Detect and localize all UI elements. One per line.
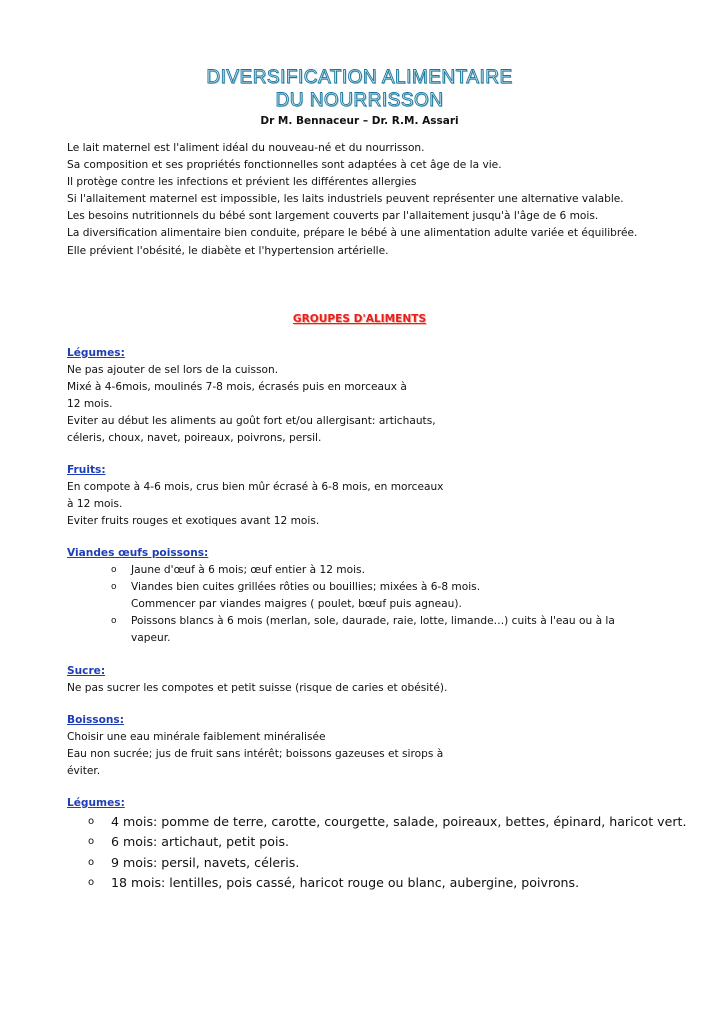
bullet-circle-icon: o — [88, 876, 95, 888]
viandes-list — [67, 562, 687, 647]
section-viandes — [67, 545, 687, 647]
list-item: o Viandes bien cuites grillées rôties ou bouillies; mixées à 6-8 mois. — [67, 579, 687, 596]
list-item: o 9 mois: persil, navets, céleris. — [67, 853, 687, 873]
section-sucre — [67, 663, 687, 697]
section-heading: Sucre: — [67, 665, 106, 677]
text-line: Eau non sucrée; jus de fruit sans intérêt; boissons gazeuses et sirops à — [67, 748, 444, 761]
text-line: céleris, choux, navet, poireaux, poivrons, persil. — [67, 432, 322, 445]
list-item: o 4 mois: pomme de terre, carotte, courgette, salade, poireaux, bettes, épinard, haricot vert. — [67, 812, 687, 832]
text-line: éviter. — [67, 765, 101, 778]
intro-line: Le lait maternel est l'aliment idéal du nouveau-né et du nourrisson. — [67, 142, 425, 154]
section-legumes-calendar — [67, 795, 687, 893]
text-line: Eviter au début les aliments au goût fort et/ou allergisant: artichauts, — [67, 415, 436, 428]
document-title-line2: DU NOURRISSON — [275, 90, 444, 111]
text-line: Eviter fruits rouges et exotiques avant 12 mois. — [67, 515, 320, 528]
intro-line: Elle prévient l'obésité, le diabète et l'hypertension artérielle. — [67, 244, 389, 257]
text-line: 12 mois. — [67, 398, 113, 411]
list-item-continuation: Commencer par viandes maigres ( poulet, bœuf puis agneau). — [131, 598, 462, 611]
legumes-calendar-list — [67, 812, 687, 893]
intro-line: Il protège contre les infections et prévient les différentes allergies — [67, 176, 417, 189]
list-item: o Poissons blancs à 6 mois (merlan, sole, daurade, raie, lotte, limande…) cuits à l'eau ou à la — [67, 613, 687, 630]
authors: Dr M. Bennaceur – Dr. R.M. Assari — [260, 115, 459, 127]
section-heading: Légumes: — [67, 797, 125, 809]
document-title-line1: DIVERSIFICATION ALIMENTAIRE — [206, 67, 513, 88]
text-line: Ne pas ajouter de sel lors de la cuisson. — [67, 364, 279, 376]
list-item: o 6 mois: artichaut, petit pois. — [67, 832, 687, 852]
intro-line: La diversification alimentaire bien conduite, prépare le bébé à une alimentation adulte variée et équilibrée. — [67, 227, 638, 240]
intro-line: Si l'allaitement maternel est impossible, les laits industriels peuvent représenter une alternative valable. — [67, 193, 624, 206]
section-heading: Boissons: — [67, 714, 124, 726]
text-line: Mixé à 4-6mois, moulinés 7-8 mois, écrasés puis en morceaux à — [67, 381, 407, 394]
list-item-continuation: vapeur. — [131, 632, 171, 645]
text-line: Choisir une eau minérale faiblement minéralisée — [67, 731, 326, 743]
section-fruits — [67, 462, 687, 530]
text-line: à 12 mois. — [67, 498, 123, 511]
section-heading: Légumes: — [67, 347, 125, 359]
intro-line: Sa composition et ses propriétés fonctionnelles sont adaptées à cet âge de la vie. — [67, 159, 502, 172]
intro-paragraph — [67, 140, 687, 260]
bullet-circle-icon: o — [88, 856, 95, 868]
text-line: En compote à 4-6 mois, crus bien mûr écrasé à 6-8 mois, en morceaux — [67, 481, 444, 493]
bullet-circle-icon: o — [111, 582, 117, 593]
bullet-circle-icon: o — [88, 836, 95, 848]
list-item: o 18 mois: lentilles, pois cassé, haricot rouge ou blanc, aubergine, poivrons. — [67, 873, 687, 893]
bullet-circle-icon: o — [111, 565, 117, 575]
section-heading: Viandes œufs poissons: — [67, 547, 209, 559]
intro-line: Les besoins nutritionnels du bébé sont largement couverts par l'allaitement jusqu'à l'âge de 6 mois. — [67, 210, 599, 223]
groups-title: GROUPES D'ALIMENTS — [292, 313, 427, 325]
bullet-circle-icon: o — [111, 616, 117, 627]
section-legumes — [67, 345, 687, 447]
bullet-circle-icon: o — [88, 816, 95, 827]
list-item: o Jaune d'œuf à 6 mois; œuf entier à 12 mois. — [67, 562, 687, 579]
section-boissons — [67, 712, 687, 780]
section-heading: Fruits: — [67, 464, 106, 476]
text-line: Ne pas sucrer les compotes et petit suisse (risque de caries et obésité). — [67, 682, 448, 694]
